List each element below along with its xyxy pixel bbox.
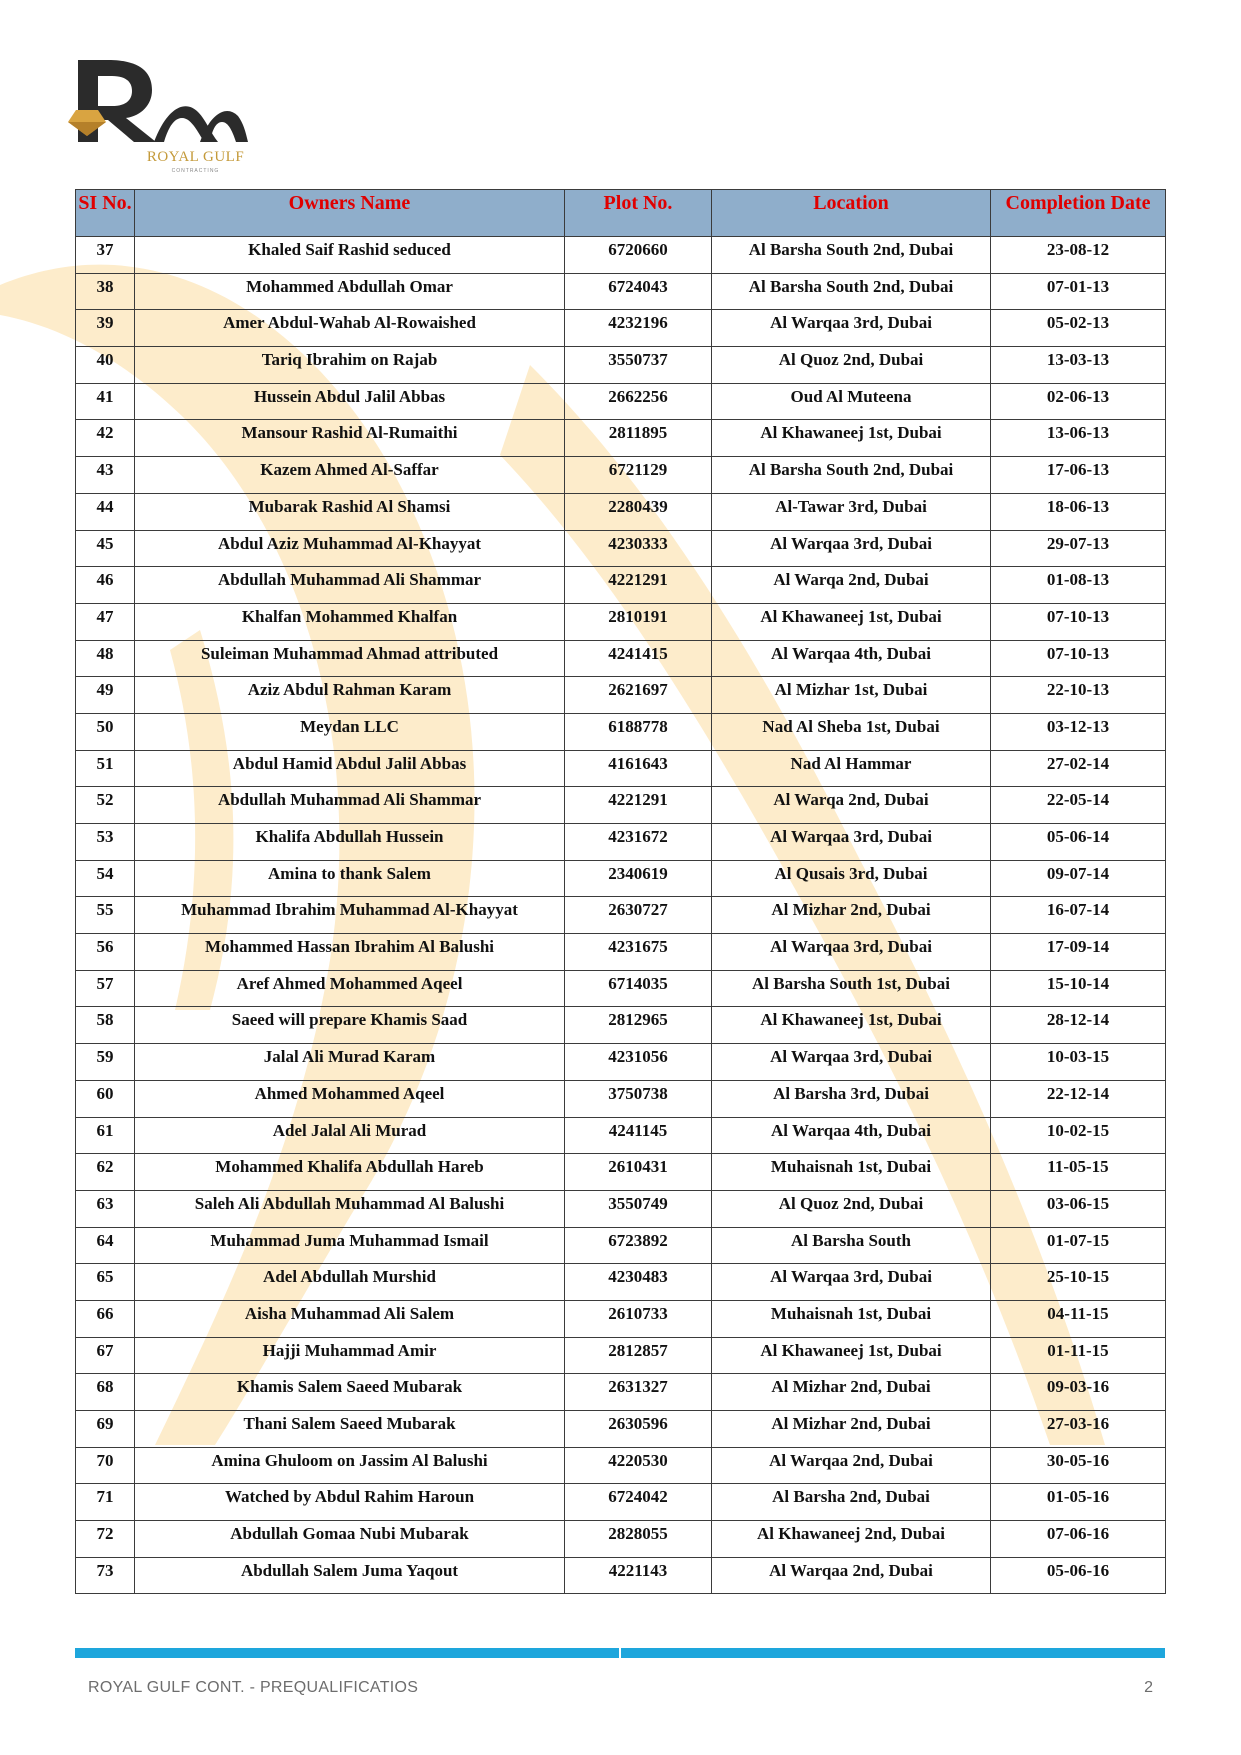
- cell-completion-date: 16-07-14: [991, 897, 1166, 934]
- cell-si-no: 65: [76, 1264, 135, 1301]
- cell-plot-no: 2662256: [565, 383, 712, 420]
- cell-completion-date: 18-06-13: [991, 493, 1166, 530]
- cell-owner-name: Mohammed Khalifa Abdullah Hareb: [135, 1154, 565, 1191]
- cell-owner-name: Adel Jalal Ali Murad: [135, 1117, 565, 1154]
- cell-owner-name: Mubarak Rashid Al Shamsi: [135, 493, 565, 530]
- cell-completion-date: 10-02-15: [991, 1117, 1166, 1154]
- table-row: [76, 787, 1166, 824]
- cell-location: Al Warqa 2nd, Dubai: [712, 787, 991, 824]
- table-row: [76, 1044, 1166, 1081]
- cell-completion-date: 15-10-14: [991, 970, 1166, 1007]
- cell-owner-name: Thani Salem Saeed Mubarak: [135, 1411, 565, 1448]
- cell-si-no: 38: [76, 273, 135, 310]
- cell-completion-date: 03-06-15: [991, 1190, 1166, 1227]
- column-header-owners-name: Owners Name: [135, 190, 565, 237]
- cell-owner-name: Tariq Ibrahim on Rajab: [135, 347, 565, 384]
- cell-location: Al Mizhar 2nd, Dubai: [712, 897, 991, 934]
- column-header-completion-date: Completion Date: [991, 190, 1166, 237]
- cell-owner-name: Saleh Ali Abdullah Muhammad Al Balushi: [135, 1190, 565, 1227]
- cell-si-no: 48: [76, 640, 135, 677]
- projects-table: [75, 189, 1166, 1594]
- cell-si-no: 59: [76, 1044, 135, 1081]
- table-row: [76, 934, 1166, 971]
- cell-owner-name: Amina Ghuloom on Jassim Al Balushi: [135, 1447, 565, 1484]
- table-row: [76, 383, 1166, 420]
- table-row: [76, 713, 1166, 750]
- cell-completion-date: 22-10-13: [991, 677, 1166, 714]
- cell-si-no: 66: [76, 1300, 135, 1337]
- cell-plot-no: 2810191: [565, 603, 712, 640]
- cell-si-no: 70: [76, 1447, 135, 1484]
- cell-location: Al Warqaa 2nd, Dubai: [712, 1557, 991, 1594]
- cell-location: Al Warqaa 4th, Dubai: [712, 1117, 991, 1154]
- cell-completion-date: 17-06-13: [991, 457, 1166, 494]
- table-row: [76, 1007, 1166, 1044]
- table-row: [76, 1080, 1166, 1117]
- cell-si-no: 44: [76, 493, 135, 530]
- cell-completion-date: 09-03-16: [991, 1374, 1166, 1411]
- cell-owner-name: Hajji Muhammad Amir: [135, 1337, 565, 1374]
- table-row: [76, 420, 1166, 457]
- cell-si-no: 61: [76, 1117, 135, 1154]
- table-row: [76, 310, 1166, 347]
- cell-location: Nad Al Hammar: [712, 750, 991, 787]
- column-header-si-no: SI No.: [76, 190, 135, 237]
- cell-location: Muhaisnah 1st, Dubai: [712, 1300, 991, 1337]
- cell-completion-date: 11-05-15: [991, 1154, 1166, 1191]
- cell-owner-name: Amer Abdul-Wahab Al-Rowaished: [135, 310, 565, 347]
- cell-completion-date: 22-05-14: [991, 787, 1166, 824]
- cell-location: Al Warqaa 3rd, Dubai: [712, 1044, 991, 1081]
- cell-completion-date: 28-12-14: [991, 1007, 1166, 1044]
- cell-owner-name: Aref Ahmed Mohammed Aqeel: [135, 970, 565, 1007]
- cell-plot-no: 3550737: [565, 347, 712, 384]
- table-row: [76, 1117, 1166, 1154]
- cell-owner-name: Mansour Rashid Al-Rumaithi: [135, 420, 565, 457]
- cell-location: Muhaisnah 1st, Dubai: [712, 1154, 991, 1191]
- cell-plot-no: 2280439: [565, 493, 712, 530]
- cell-completion-date: 22-12-14: [991, 1080, 1166, 1117]
- cell-completion-date: 07-01-13: [991, 273, 1166, 310]
- cell-plot-no: 2340619: [565, 860, 712, 897]
- table-row: [76, 347, 1166, 384]
- logo-subtitle: CONTRACTING: [171, 168, 220, 174]
- cell-plot-no: 2631327: [565, 1374, 712, 1411]
- cell-owner-name: Aisha Muhammad Ali Salem: [135, 1300, 565, 1337]
- cell-location: Al Barsha South 2nd, Dubai: [712, 273, 991, 310]
- cell-location: Al Khawaneej 1st, Dubai: [712, 1337, 991, 1374]
- cell-si-no: 50: [76, 713, 135, 750]
- cell-location: Al Barsha South 2nd, Dubai: [712, 237, 991, 274]
- cell-owner-name: Khaled Saif Rashid seduced: [135, 237, 565, 274]
- cell-si-no: 64: [76, 1227, 135, 1264]
- cell-location: Al Warqaa 3rd, Dubai: [712, 530, 991, 567]
- table-row: [76, 1154, 1166, 1191]
- table-row: [76, 824, 1166, 861]
- cell-si-no: 40: [76, 347, 135, 384]
- cell-plot-no: 2610431: [565, 1154, 712, 1191]
- cell-location: Al Quoz 2nd, Dubai: [712, 1190, 991, 1227]
- cell-location: Al Warqaa 3rd, Dubai: [712, 824, 991, 861]
- cell-completion-date: 27-02-14: [991, 750, 1166, 787]
- cell-si-no: 58: [76, 1007, 135, 1044]
- cell-plot-no: 4161643: [565, 750, 712, 787]
- cell-plot-no: 2812965: [565, 1007, 712, 1044]
- table-row: [76, 677, 1166, 714]
- table-row: [76, 1300, 1166, 1337]
- page-number: 2: [1144, 1679, 1153, 1696]
- cell-owner-name: Ahmed Mohammed Aqeel: [135, 1080, 565, 1117]
- table-body: [76, 237, 1166, 1594]
- cell-si-no: 67: [76, 1337, 135, 1374]
- table-header-row: [76, 190, 1166, 237]
- cell-plot-no: 2630727: [565, 897, 712, 934]
- cell-plot-no: 4231675: [565, 934, 712, 971]
- cell-completion-date: 01-05-16: [991, 1484, 1166, 1521]
- cell-location: Al Khawaneej 1st, Dubai: [712, 1007, 991, 1044]
- cell-si-no: 73: [76, 1557, 135, 1594]
- cell-plot-no: 3750738: [565, 1080, 712, 1117]
- cell-completion-date: 23-08-12: [991, 237, 1166, 274]
- cell-location: Al Khawaneej 2nd, Dubai: [712, 1521, 991, 1558]
- cell-completion-date: 13-06-13: [991, 420, 1166, 457]
- table-row: [76, 970, 1166, 1007]
- cell-completion-date: 01-07-15: [991, 1227, 1166, 1264]
- cell-plot-no: 2812857: [565, 1337, 712, 1374]
- cell-owner-name: Abdul Aziz Muhammad Al-Khayyat: [135, 530, 565, 567]
- cell-plot-no: 6720660: [565, 237, 712, 274]
- table-row: [76, 1557, 1166, 1594]
- table-row: [76, 1447, 1166, 1484]
- table-row: [76, 567, 1166, 604]
- cell-plot-no: 6721129: [565, 457, 712, 494]
- cell-owner-name: Khalifa Abdullah Hussein: [135, 824, 565, 861]
- cell-location: Al Barsha South: [712, 1227, 991, 1264]
- cell-owner-name: Abdullah Muhammad Ali Shammar: [135, 567, 565, 604]
- cell-owner-name: Kazem Ahmed Al-Saffar: [135, 457, 565, 494]
- cell-owner-name: Amina to thank Salem: [135, 860, 565, 897]
- cell-si-no: 69: [76, 1411, 135, 1448]
- cell-plot-no: 6714035: [565, 970, 712, 1007]
- cell-plot-no: 4220530: [565, 1447, 712, 1484]
- cell-owner-name: Abdullah Muhammad Ali Shammar: [135, 787, 565, 824]
- cell-completion-date: 07-06-16: [991, 1521, 1166, 1558]
- table-row: [76, 237, 1166, 274]
- table-row: [76, 1411, 1166, 1448]
- cell-completion-date: 04-11-15: [991, 1300, 1166, 1337]
- cell-completion-date: 07-10-13: [991, 603, 1166, 640]
- cell-owner-name: Mohammed Hassan Ibrahim Al Balushi: [135, 934, 565, 971]
- table-row: [76, 1190, 1166, 1227]
- cell-si-no: 51: [76, 750, 135, 787]
- cell-location: Al Barsha 3rd, Dubai: [712, 1080, 991, 1117]
- cell-location: Al Khawaneej 1st, Dubai: [712, 603, 991, 640]
- cell-plot-no: 4230333: [565, 530, 712, 567]
- cell-si-no: 57: [76, 970, 135, 1007]
- cell-location: Al Khawaneej 1st, Dubai: [712, 420, 991, 457]
- cell-owner-name: Abdullah Salem Juma Yaqout: [135, 1557, 565, 1594]
- cell-completion-date: 01-11-15: [991, 1337, 1166, 1374]
- cell-plot-no: 4221291: [565, 567, 712, 604]
- cell-completion-date: 09-07-14: [991, 860, 1166, 897]
- cell-owner-name: Khamis Salem Saeed Mubarak: [135, 1374, 565, 1411]
- cell-location: Al Qusais 3rd, Dubai: [712, 860, 991, 897]
- cell-owner-name: Khalfan Mohammed Khalfan: [135, 603, 565, 640]
- cell-location: Oud Al Muteena: [712, 383, 991, 420]
- cell-plot-no: 2610733: [565, 1300, 712, 1337]
- cell-location: Al Barsha 2nd, Dubai: [712, 1484, 991, 1521]
- cell-owner-name: Saeed will prepare Khamis Saad: [135, 1007, 565, 1044]
- cell-plot-no: 4231672: [565, 824, 712, 861]
- company-logo: [68, 52, 248, 182]
- table-row: [76, 1227, 1166, 1264]
- cell-owner-name: Abdullah Gomaa Nubi Mubarak: [135, 1521, 565, 1558]
- cell-owner-name: Mohammed Abdullah Omar: [135, 273, 565, 310]
- cell-completion-date: 29-07-13: [991, 530, 1166, 567]
- cell-completion-date: 02-06-13: [991, 383, 1166, 420]
- cell-location: Al Warqaa 3rd, Dubai: [712, 310, 991, 347]
- cell-plot-no: 2630596: [565, 1411, 712, 1448]
- table-row: [76, 750, 1166, 787]
- cell-si-no: 62: [76, 1154, 135, 1191]
- cell-owner-name: Jalal Ali Murad Karam: [135, 1044, 565, 1081]
- cell-si-no: 46: [76, 567, 135, 604]
- footer-text: ROYAL GULF CONT. - PREQUALIFICATIOS: [88, 1679, 419, 1696]
- cell-location: Al Warqaa 2nd, Dubai: [712, 1447, 991, 1484]
- cell-si-no: 43: [76, 457, 135, 494]
- cell-completion-date: 07-10-13: [991, 640, 1166, 677]
- cell-location: Al Warqaa 3rd, Dubai: [712, 1264, 991, 1301]
- cell-location: Al Mizhar 2nd, Dubai: [712, 1411, 991, 1448]
- cell-location: Al Mizhar 1st, Dubai: [712, 677, 991, 714]
- cell-si-no: 71: [76, 1484, 135, 1521]
- cell-completion-date: 13-03-13: [991, 347, 1166, 384]
- column-header-plot-no: Plot No.: [565, 190, 712, 237]
- table-row: [76, 530, 1166, 567]
- table-row: [76, 457, 1166, 494]
- cell-completion-date: 10-03-15: [991, 1044, 1166, 1081]
- cell-owner-name: Suleiman Muhammad Ahmad attributed: [135, 640, 565, 677]
- cell-plot-no: 2828055: [565, 1521, 712, 1558]
- cell-si-no: 56: [76, 934, 135, 971]
- cell-si-no: 63: [76, 1190, 135, 1227]
- cell-completion-date: 27-03-16: [991, 1411, 1166, 1448]
- cell-owner-name: Watched by Abdul Rahim Haroun: [135, 1484, 565, 1521]
- cell-location: Al Warqa 2nd, Dubai: [712, 567, 991, 604]
- cell-owner-name: Abdul Hamid Abdul Jalil Abbas: [135, 750, 565, 787]
- cell-plot-no: 4231056: [565, 1044, 712, 1081]
- cell-si-no: 42: [76, 420, 135, 457]
- cell-location: Al Barsha South 2nd, Dubai: [712, 457, 991, 494]
- table-row: [76, 1264, 1166, 1301]
- cell-completion-date: 05-06-16: [991, 1557, 1166, 1594]
- cell-si-no: 45: [76, 530, 135, 567]
- cell-plot-no: 6724043: [565, 273, 712, 310]
- cell-completion-date: 30-05-16: [991, 1447, 1166, 1484]
- cell-location: Al Barsha South 1st, Dubai: [712, 970, 991, 1007]
- cell-plot-no: 4221143: [565, 1557, 712, 1594]
- table-row: [76, 493, 1166, 530]
- table-row: [76, 1374, 1166, 1411]
- table-row: [76, 897, 1166, 934]
- cell-completion-date: 03-12-13: [991, 713, 1166, 750]
- cell-plot-no: 2811895: [565, 420, 712, 457]
- table-row: [76, 1521, 1166, 1558]
- cell-plot-no: 4241415: [565, 640, 712, 677]
- cell-owner-name: Muhammad Ibrahim Muhammad Al-Khayyat: [135, 897, 565, 934]
- cell-completion-date: 05-02-13: [991, 310, 1166, 347]
- cell-plot-no: 6724042: [565, 1484, 712, 1521]
- cell-owner-name: Meydan LLC: [135, 713, 565, 750]
- cell-location: Nad Al Sheba 1st, Dubai: [712, 713, 991, 750]
- cell-completion-date: 05-06-14: [991, 824, 1166, 861]
- cell-plot-no: 2621697: [565, 677, 712, 714]
- cell-plot-no: 6188778: [565, 713, 712, 750]
- cell-location: Al-Tawar 3rd, Dubai: [712, 493, 991, 530]
- cell-owner-name: Muhammad Juma Muhammad Ismail: [135, 1227, 565, 1264]
- cell-si-no: 68: [76, 1374, 135, 1411]
- table-row: [76, 603, 1166, 640]
- cell-si-no: 37: [76, 237, 135, 274]
- cell-si-no: 52: [76, 787, 135, 824]
- table-row: [76, 1337, 1166, 1374]
- cell-si-no: 41: [76, 383, 135, 420]
- cell-completion-date: 17-09-14: [991, 934, 1166, 971]
- logo-mark-icon: [68, 52, 248, 162]
- cell-location: Al Mizhar 2nd, Dubai: [712, 1374, 991, 1411]
- cell-si-no: 72: [76, 1521, 135, 1558]
- cell-completion-date: 25-10-15: [991, 1264, 1166, 1301]
- cell-plot-no: 4221291: [565, 787, 712, 824]
- cell-plot-no: 4232196: [565, 310, 712, 347]
- logo-name: ROYAL GULF: [146, 149, 245, 165]
- cell-location: Al Warqaa 3rd, Dubai: [712, 934, 991, 971]
- cell-plot-no: 6723892: [565, 1227, 712, 1264]
- cell-si-no: 53: [76, 824, 135, 861]
- cell-si-no: 54: [76, 860, 135, 897]
- cell-location: Al Quoz 2nd, Dubai: [712, 347, 991, 384]
- cell-owner-name: Hussein Abdul Jalil Abbas: [135, 383, 565, 420]
- column-header-location: Location: [712, 190, 991, 237]
- cell-si-no: 39: [76, 310, 135, 347]
- table-row: [76, 860, 1166, 897]
- table-row: [76, 640, 1166, 677]
- table-row: [76, 1484, 1166, 1521]
- cell-si-no: 60: [76, 1080, 135, 1117]
- cell-owner-name: Aziz Abdul Rahman Karam: [135, 677, 565, 714]
- cell-plot-no: 4230483: [565, 1264, 712, 1301]
- cell-si-no: 49: [76, 677, 135, 714]
- cell-completion-date: 01-08-13: [991, 567, 1166, 604]
- table-row: [76, 273, 1166, 310]
- cell-si-no: 55: [76, 897, 135, 934]
- cell-location: Al Warqaa 4th, Dubai: [712, 640, 991, 677]
- cell-si-no: 47: [76, 603, 135, 640]
- cell-plot-no: 3550749: [565, 1190, 712, 1227]
- footer-bar: [75, 1648, 1165, 1658]
- cell-plot-no: 4241145: [565, 1117, 712, 1154]
- cell-owner-name: Adel Abdullah Murshid: [135, 1264, 565, 1301]
